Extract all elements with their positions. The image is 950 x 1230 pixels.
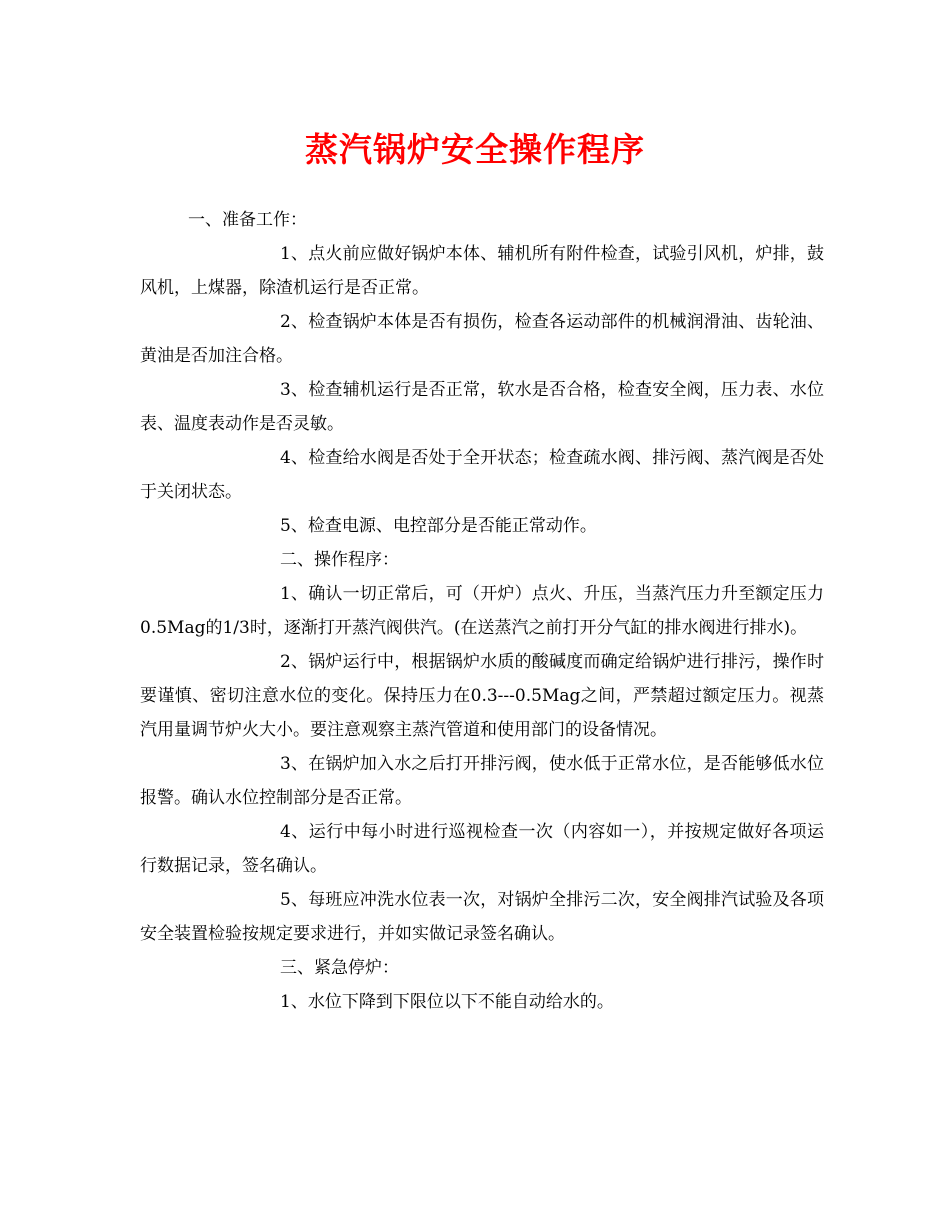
paragraph: 1、点火前应做好锅炉本体、辅机所有附件检查，试验引风机，炉排，鼓风机，上煤器，除渣机运行是否正常。 — [140, 244, 824, 298]
paragraph: 3、检查辅机运行是否正常，软水是否合格，检查安全阀，压力表、水位表、温度表动作是否灵敏。 — [140, 380, 824, 434]
document-body — [140, 203, 824, 1019]
paragraph: 2、检查锅炉本体是否有损伤，检查各运动部件的机械润滑油、齿轮油、黄油是否加注合格。 — [140, 312, 824, 366]
paragraph: 4、检查给水阀是否处于全开状态；检查疏水阀、排污阀、蒸汽阀是否处于关闭状态。 — [140, 448, 824, 502]
paragraph: 3、在锅炉加入水之后打开排污阀，使水低于正常水位，是否能够低水位报警。确认水位控制部分是否正常。 — [140, 754, 824, 808]
section-heading-operation: 二、操作程序： — [280, 550, 399, 570]
section-heading-emergency: 三、紧急停炉： — [280, 958, 399, 978]
paragraph: 5、检查电源、电控部分是否能正常动作。 — [280, 516, 597, 536]
section-heading-preparation: 一、准备工作： — [188, 210, 307, 230]
paragraph: 5、每班应冲洗水位表一次，对锅炉全排污二次，安全阀排汽试验及各项安全装置检验按规定要求进行，并如实做记录签名确认。 — [140, 890, 824, 944]
paragraph: 4、运行中每小时进行巡视检查一次（内容如一），并按规定做好各项运行数据记录，签名确认。 — [140, 822, 824, 876]
document-title: 蒸汽锅炉安全操作程序 — [305, 130, 645, 169]
paragraph: 2、锅炉运行中，根据锅炉水质的酸碱度而确定给锅炉进行排污，操作时要谨慎、密切注意水位的变化。保持压力在0.3---0.5Mag之间，严禁超过额定压力。视蒸汽用量调节炉火大小。要注意观察主蒸汽管道和使用部门的设备情况。 — [140, 652, 824, 740]
paragraph: 1、水位下降到下限位以下不能自动给水的。 — [280, 992, 614, 1012]
paragraph: 1、确认一切正常后，可（开炉）点火、升压，当蒸汽压力升至额定压力0.5Mag的1/3时，逐渐打开蒸汽阀供汽。(在送蒸汽之前打开分气缸的排水阀进行排水)。 — [140, 584, 824, 638]
